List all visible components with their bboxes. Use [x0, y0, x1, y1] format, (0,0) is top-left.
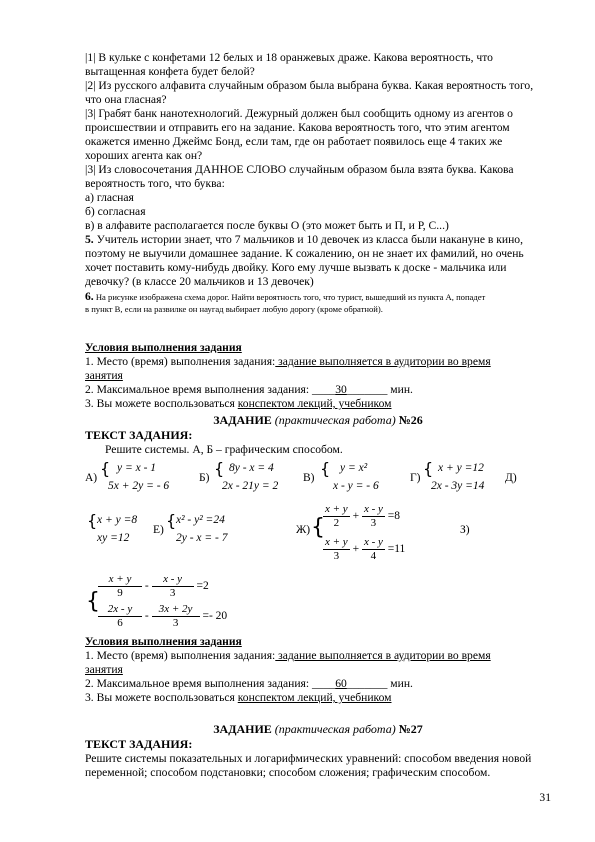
fraction-numerator: x + y [325, 503, 348, 515]
problem-5-number: 5. [85, 233, 94, 246]
fraction [362, 536, 385, 563]
system-a-eq2 [108, 480, 169, 493]
fraction-denominator: 6 [117, 617, 123, 629]
problem-6-line-2: в пункт В, если на развилке он наугад выбирает любую дорогу (кроме обратной). [85, 304, 383, 314]
problem-4-line-2: вероятность того, что буква: [85, 177, 225, 190]
problem-4-option-a: а) гласная [85, 191, 134, 204]
system-e-brace: { [166, 511, 177, 530]
problem-4-line-1: |3| Из словосочетания ДАННОЕ СЛОВО случайным образом была взята буква. Какова [85, 163, 514, 176]
system-b-eq1-text: 8y - x = 4 [229, 462, 274, 474]
fraction [362, 503, 385, 530]
system-b-eq2-text: 2x - 21y = 2 [222, 480, 279, 492]
task-kind: (практическая работа) [274, 413, 396, 427]
fraction [98, 603, 142, 630]
system-d-eq2 [97, 532, 129, 545]
fraction-denominator: 2 [333, 517, 340, 529]
operator: + [352, 510, 360, 523]
equals-value: =2 [196, 580, 209, 593]
fraction-denominator: 3 [370, 517, 377, 529]
system-d-eq1-text: x + y =8 [97, 514, 138, 526]
problem-1-line-2: вытащенная конфета будет белой? [85, 65, 255, 78]
conditions-resources-label: 3. Вы можете воспользоваться [85, 397, 238, 410]
conditions-time-label: 2. Максимальное время выполнения задания: ____ [85, 383, 336, 396]
problem-5-line-3: хочет поставить кому-нибудь двойку. Кого ему лучше вызвать к доске - мальчика или [85, 261, 507, 274]
system-zh-brace: { [311, 515, 325, 540]
system-a-brace: { [100, 459, 111, 478]
conditions-time-value: 60 [335, 677, 347, 690]
system-e-eq2 [176, 532, 228, 545]
problem-3-line-2: происшествии и отправить его на задание. Какова вероятность того, что этим агентом [85, 121, 510, 134]
task-kind: (практическая работа) [274, 722, 396, 736]
fraction-numerator: x - y [363, 536, 383, 548]
problem-1-line-1: |1| В кульке с конфетами 12 белых и 18 оранжевых драже. Какова вероятность, что [85, 51, 493, 64]
system-b-eq1 [229, 462, 274, 475]
conditions-title: Условия выполнения задания [85, 635, 242, 648]
equals-value: =11 [387, 543, 406, 556]
fraction-denominator: 4 [370, 550, 377, 562]
system-g-eq1-text: x + y =12 [438, 462, 484, 474]
system-e-eq2-text: 2y - x = - 7 [176, 532, 228, 544]
conditions-time-unit: _______ мин. [346, 677, 413, 690]
system-d-eq1 [97, 514, 137, 527]
conditions-resources-value: конспектом лекций, учебником [237, 691, 392, 704]
system-e-eq1-text: x² - y² =24 [176, 514, 225, 526]
fraction-numerator: x - y [152, 573, 194, 587]
conditions-place-label: 1. Место (время) выполнения задания: [85, 355, 276, 368]
system-z-label: З) [460, 524, 470, 536]
task-26-heading [85, 413, 551, 427]
system-d-eq2-text: xy =12 [97, 532, 130, 544]
task-number: №27 [398, 722, 423, 736]
task-26-text-title: ТЕКСТ ЗАДАНИЯ: [85, 428, 193, 442]
conditions-time-value: 30 [335, 383, 347, 396]
system-v-eq1 [340, 462, 367, 475]
task-heading-word: ЗАДАНИЕ [213, 722, 272, 736]
page-number: 31 [539, 791, 551, 804]
problem-4-option-v: в) в алфавите располагается после буквы О (это может быть и П, и Р, С...) [85, 219, 449, 232]
task-26-instruction: Решите системы. А, Б – графическим способом. [105, 443, 343, 456]
system-a-eq2-text: 5x + 2y = - 6 [108, 480, 170, 492]
equals-value: =8 [387, 510, 400, 523]
conditions-place-value: задание выполняется в аудитории во время [275, 355, 491, 368]
fraction-numerator: x + y [98, 573, 142, 587]
problem-6-text: На рисунке изображена схема дорог. Найти вероятность того, что турист, вышедший из пункта А, попадет [93, 292, 486, 302]
problem-3-line-1: |3| Грабят банк нанотехнологий. Дежурный должен был сообщить одному из агентов о [85, 107, 513, 120]
system-v-brace: { [320, 459, 331, 478]
conditions-time-label: 2. Максимальное время выполнения задания: ____ [85, 677, 336, 690]
system-e-label: Е) [153, 524, 164, 536]
conditions-time-line [85, 383, 551, 397]
system-g-eq1 [438, 462, 484, 475]
system-v-label: В) [303, 472, 315, 484]
task-27-heading [85, 722, 551, 736]
fraction-denominator: 3 [172, 617, 179, 629]
fraction-numerator: 2x - y [98, 603, 142, 617]
fraction [323, 536, 350, 563]
problem-5-line-4: девочку? (в классе 20 мальчиков и 13 девочек) [85, 275, 314, 288]
system-g-label: Г) [410, 472, 421, 484]
system-a-eq1-text: y = x - 1 [117, 462, 157, 474]
system-zh-eq2 [323, 536, 405, 563]
conditions-place-line [85, 649, 551, 663]
operator: + [352, 543, 360, 556]
problem-3-line-4: хороших агента как он? [85, 149, 203, 162]
conditions-title: Условия выполнения задания [85, 341, 242, 354]
fraction-denominator: 3 [333, 550, 340, 562]
system-g-eq2 [431, 480, 484, 493]
problem-5-line-2: поэтому не выучили домашнее задание. К сожалению, он не знает их фамилий, но очень [85, 247, 524, 260]
conditions-time-unit: _______ мин. [346, 383, 413, 396]
conditions-time-line [85, 677, 551, 691]
conditions-place-label: 1. Место (время) выполнения задания: [85, 649, 276, 662]
conditions-resources-line [85, 691, 551, 705]
system-v-eq1-text: y = x² [340, 462, 368, 474]
conditions-resources-label: 3. Вы можете воспользоваться [85, 691, 238, 704]
system-z-brace: { [86, 589, 100, 614]
task-number: №26 [398, 413, 423, 427]
conditions-place-value: задание выполняется в аудитории во время [275, 649, 491, 662]
operator: - [144, 610, 149, 623]
fraction-denominator: 9 [117, 587, 123, 599]
task-27-text-title: ТЕКСТ ЗАДАНИЯ: [85, 737, 193, 751]
problem-5-text: Учитель истории знает, что 7 мальчиков и 10 девочек из класса были накануне в кино, [93, 233, 523, 246]
problem-3-line-3: окажется именно Джеймс Бонд, если там, где он работает появилось еще 4 таких же [85, 135, 503, 148]
conditions-place-cont: занятия [85, 369, 123, 382]
conditions-resources-value: конспектом лекций, учебником [237, 397, 392, 410]
conditions-place-cont: занятия [85, 663, 123, 676]
task-heading-word: ЗАДАНИЕ [213, 413, 272, 427]
fraction-numerator: x + y [325, 536, 348, 548]
problem-2-line-2: что она гласная? [85, 93, 167, 106]
system-a-eq1 [117, 462, 156, 475]
system-b-eq2 [222, 480, 278, 493]
operator: - [144, 580, 149, 593]
system-z-eq1 [98, 573, 209, 600]
problem-5-line-1 [85, 233, 551, 247]
system-g-eq2-text: 2x - 3y =14 [431, 480, 485, 492]
system-e-eq1 [176, 514, 225, 527]
system-v-eq2 [333, 480, 379, 493]
fraction [152, 603, 200, 630]
system-zh-label: Ж) [296, 524, 311, 536]
fraction [98, 573, 142, 600]
fraction [152, 573, 194, 600]
fraction-numerator: 3x + 2y [152, 603, 200, 617]
fraction [323, 503, 350, 530]
task-27-line-2: переменной; способом подстановки; способом сложения; графическим способом. [85, 766, 491, 779]
system-a-label: А) [85, 472, 98, 484]
problem-6-line-1 [85, 291, 551, 303]
task-27-line-1: Решите системы показательных и логарифмических уравнений: способом введения новой [85, 752, 532, 765]
problem-4-option-b: б) согласная [85, 205, 146, 218]
conditions-place-line [85, 355, 551, 369]
fraction-numerator: x - y [363, 503, 383, 515]
system-v-eq2-text: x - y = - 6 [333, 480, 379, 492]
system-b-label: Б) [199, 472, 210, 484]
system-z-eq2 [98, 603, 227, 630]
problem-6-number: 6. [85, 290, 94, 303]
system-d-label: Д) [505, 472, 517, 484]
system-d-brace: { [87, 511, 98, 530]
system-zh-eq1 [323, 503, 400, 530]
problem-2-line-1: |2| Из русского алфавита случайным образом была выбрана буква. Какая вероятность того, [85, 79, 534, 92]
system-b-brace: { [214, 459, 225, 478]
equals-value: =- 20 [202, 610, 228, 623]
fraction-denominator: 3 [169, 587, 176, 599]
conditions-resources-line [85, 397, 551, 411]
system-g-brace: { [423, 459, 434, 478]
